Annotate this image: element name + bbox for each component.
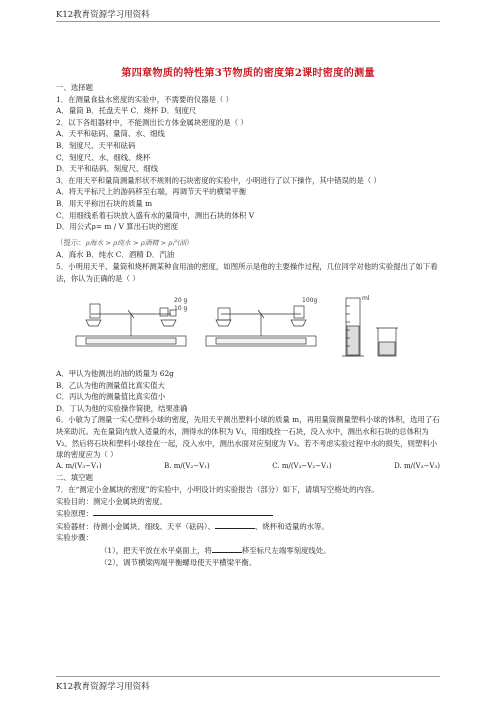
document-body bbox=[56, 82, 440, 568]
q4-hint-formula: ρ海水 > ρ纯水 > ρ酒精 > ρ汽油 bbox=[85, 238, 186, 247]
q7-principle bbox=[56, 507, 440, 520]
q7-step-2: （2），调节横梁两端平衡螺母使天平横梁平衡。 bbox=[100, 557, 257, 567]
q7-stem: 7．在“测定小金属块的密度”的实验中，小明设计的实验报告（部分）如下，请填写空格处的内容。 bbox=[56, 485, 379, 495]
balance-2 bbox=[206, 306, 316, 346]
q6-option-a: A. m/(V₃−V₁) bbox=[56, 461, 102, 470]
q5-figure-svg bbox=[56, 286, 440, 366]
q1-options: A．量筒 B．托盘天平 C．烧杯 D．刻度尺 bbox=[56, 106, 197, 116]
q7-steps-title: 实验步骤： bbox=[56, 533, 93, 543]
q7-principle-label: 实验原理： bbox=[56, 509, 93, 519]
measuring-cylinder bbox=[342, 298, 364, 356]
q2-option-d: D．天平和砝码、刻度尺、细线 bbox=[56, 164, 159, 174]
q3-option-b: B．用天平称出石块的质量 m bbox=[56, 198, 153, 208]
label-weight-10g: 10 g bbox=[174, 305, 188, 313]
q1-stem: 1．在测量食盐水密度的实验中，不需要的仪器是（ ） bbox=[56, 94, 234, 104]
q2-stem: 2．以下各组器材中，不能测出长方体金属块密度的是（ ） bbox=[56, 117, 248, 127]
label-weight-100g: 100g bbox=[302, 297, 318, 305]
section-heading-fill: 二、填空题 bbox=[56, 473, 93, 483]
q4-options: A．海水 B．纯水 C．酒精 D．汽油 bbox=[56, 250, 175, 260]
header-divider bbox=[56, 21, 440, 22]
q3-stem: 3．在用天平和量筒测量形状不规则的石块密度的实验中，小明进行了以下操作，其中错误的是（ ） bbox=[56, 175, 381, 185]
q3-option-d: D．用公式ρ= m / V 算出石块的密度 bbox=[56, 222, 178, 232]
q7-step1-b: 移至标尺左端零刻度线处。 bbox=[241, 546, 331, 555]
label-weight-20g: 20 g bbox=[174, 297, 188, 305]
footer-divider bbox=[56, 676, 440, 677]
q7-purpose: 实验目的：测定小金属块的密度。 bbox=[56, 496, 167, 506]
q7-materials-a: 实验器材：待测小金属块、细线、天平（砝码）、 bbox=[56, 521, 215, 531]
label-ml: ml bbox=[362, 295, 370, 303]
q6-option-c: C. m/(V₃−V₂−V₁) bbox=[272, 461, 332, 470]
q5-option-d: D．丁认为他的实验操作简捷，结果准确 bbox=[56, 403, 188, 413]
principle-blank[interactable] bbox=[93, 507, 273, 516]
q7-materials-b: 、烧杯和适量的水等。 bbox=[254, 521, 329, 531]
q5-stem: 5．小明用天平、量筒和烧杯测某种食用油的密度，如图所示是他的主要操作过程，几位同学对他的实验提出了如下看法，你认为正确的是（ ） bbox=[56, 261, 438, 283]
q6-option-d: D. m/(V₃−V₂) bbox=[394, 461, 440, 470]
section-heading-choice: 一、选择题 bbox=[56, 83, 93, 92]
q7-step-1 bbox=[56, 544, 440, 557]
page-footer: K12教育资源学习用资料 bbox=[56, 682, 150, 692]
page-header: K12教育资源学习用资料 bbox=[56, 10, 150, 20]
q5-figure bbox=[56, 286, 440, 366]
q3-option-c: C．用细线系着石块放入盛有水的量筒中，测出石块的体积 V bbox=[56, 210, 255, 220]
q4-hint bbox=[56, 237, 440, 250]
q5-option-a: A．甲认为他测出的油的质量为 62g bbox=[56, 369, 174, 379]
q4-hint-suffix: ） bbox=[185, 237, 194, 247]
document-title: 第四章物质的特性第3节物质的密度第2课时密度的测量 bbox=[121, 67, 375, 79]
q2-option-b: B．刻度尺、天平和砝码 bbox=[56, 140, 136, 150]
balance-1 bbox=[76, 304, 186, 346]
q6-options bbox=[56, 461, 440, 473]
q7-materials bbox=[56, 520, 440, 533]
q3-option-a: A．将天平标尺上的游码移至右端，再调节天平的横梁平衡 bbox=[56, 187, 247, 197]
q2-option-c: C．刻度尺、水、细线、烧杯 bbox=[56, 152, 151, 162]
beaker bbox=[376, 328, 398, 356]
q5-option-b: B．乙认为他的测量值比真实值大 bbox=[56, 380, 165, 390]
q6-stem: 6．小敏为了测量一实心塑料小球的密度，先用天平测出塑料小球的质量 m，再用量筒测量塑料小球的体积，选用了石块来助沉。先在量筒内放入适量的水，测得水的体积为 V₁，用细线拴一石块，没入水中，测出水和石块的总体积为 V₂。然后将石块和塑料小球拴在一起，没入水中，测出水面对应刻度为 V₃。若不考虑实验过程中水的损失，则塑料小球的密度应为（ ） bbox=[56, 415, 440, 460]
q4-hint-prefix: （提示： bbox=[56, 237, 86, 247]
materials-blank[interactable] bbox=[215, 520, 255, 529]
q6-option-b: B. m/(V₂−V₁) bbox=[164, 461, 210, 470]
q7-step1-a: （1），把天平放在水平桌面上，将 bbox=[100, 546, 212, 555]
step1-blank[interactable] bbox=[212, 544, 242, 553]
q5-option-c: C．丙认为他的测量值比真实值小 bbox=[56, 392, 166, 402]
q2-option-a: A．天平和砝码、量筒、水、细线 bbox=[56, 129, 165, 139]
